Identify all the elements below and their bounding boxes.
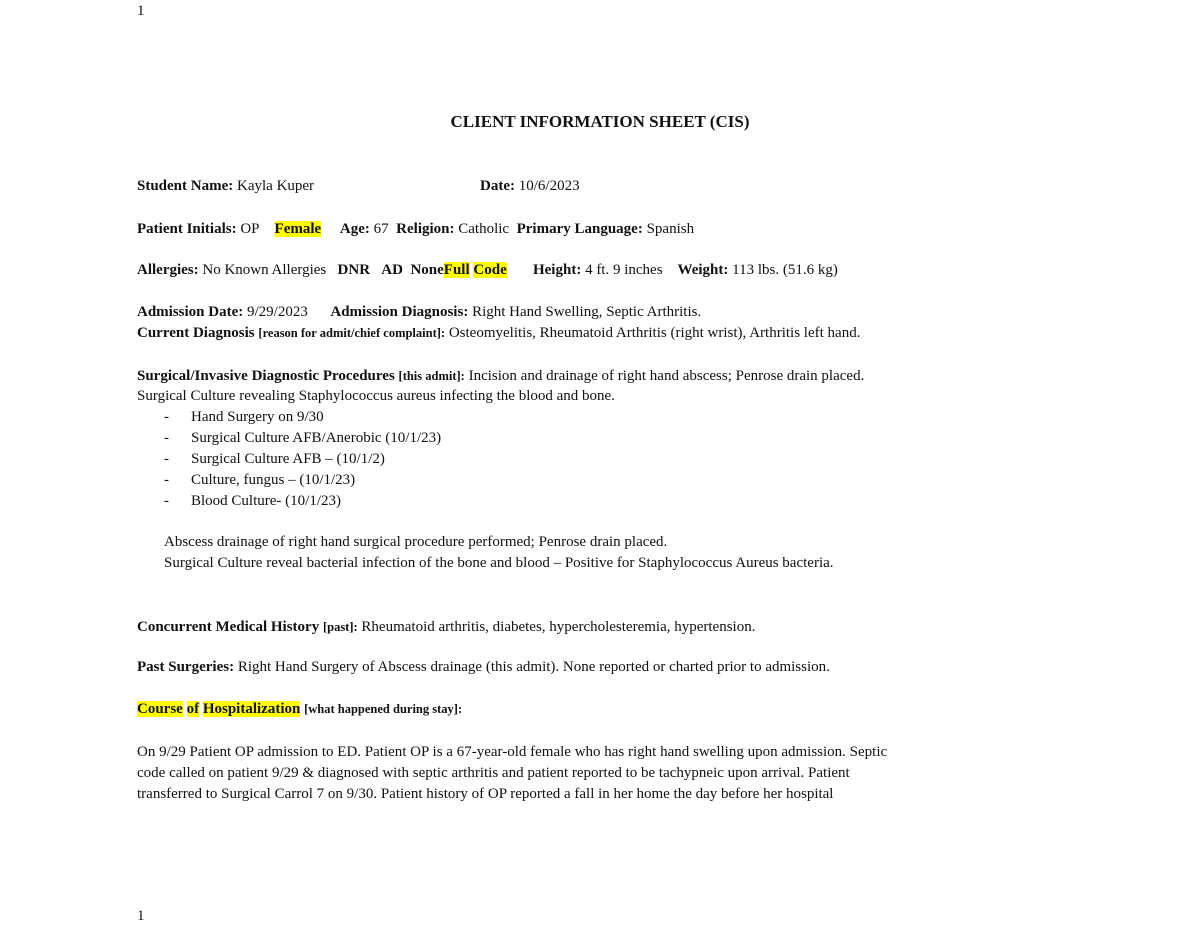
list-item-text: Culture, fungus – (10/1/23) xyxy=(191,472,356,488)
current-dx-label: Current Diagnosis xyxy=(137,325,255,341)
procedures-line1: Incision and drainage of right hand abscess; Penrose drain placed. xyxy=(468,368,865,384)
dnr-label: DNR xyxy=(337,262,371,278)
age-label: Age: xyxy=(339,221,370,237)
student-name: Kayla Kuper xyxy=(237,178,315,194)
list-item: - Culture, fungus – (10/1/23) xyxy=(164,472,356,488)
list-item-text: Surgical Culture AFB/Anerobic (10/1/23) xyxy=(191,430,442,446)
student-name-label: Student Name: xyxy=(137,178,234,194)
admission-dx-label: Admission Diagnosis: xyxy=(330,304,469,320)
procedures-note: [this admit]: xyxy=(398,369,465,383)
patient-initials: OP xyxy=(240,221,260,237)
past-surgeries-line xyxy=(137,657,830,677)
patient-line xyxy=(137,219,694,239)
weight-value: 113 lbs. (51.6 kg) xyxy=(732,262,838,278)
history-note: [past]: xyxy=(322,620,358,634)
admission-line xyxy=(137,302,701,322)
ad-label: AD xyxy=(381,262,403,278)
procedures-line xyxy=(137,366,864,386)
allergies-line xyxy=(137,260,838,280)
procedures-label: Surgical/Invasive Diagnostic Procedures xyxy=(137,368,395,384)
language-value: Spanish xyxy=(646,221,695,237)
page-number-top: 1 xyxy=(137,3,145,19)
admission-date: 9/29/2023 xyxy=(247,304,308,320)
list-item-text: Hand Surgery on 9/30 xyxy=(191,409,324,425)
course-word-2: of xyxy=(186,701,200,717)
current-dx: Osteomyelitis, Rheumatoid Arthritis (right wrist), Arthritis left hand. xyxy=(448,325,861,341)
religion-label: Religion: xyxy=(396,221,455,237)
course-line-1: On 9/29 Patient OP admission to ED. Patient OP is a 67-year-old female who has right hand swelling upon admission. Septic xyxy=(137,744,888,760)
height-label: Height: xyxy=(532,262,582,278)
procedures-line2: Surgical Culture revealing Staphylococcus aureus infecting the blood and bone. xyxy=(137,388,615,404)
list-item: - Blood Culture- (10/1/23) xyxy=(164,493,341,509)
date-label: Date: xyxy=(480,178,515,194)
document-title: CLIENT INFORMATION SHEET (CIS) xyxy=(450,112,750,131)
religion-value: Catholic xyxy=(458,221,510,237)
language-label: Primary Language: xyxy=(516,221,643,237)
list-item-text: Surgical Culture AFB – (10/1/2) xyxy=(191,451,385,467)
patient-sex: Female xyxy=(274,221,322,237)
list-item: - Hand Surgery on 9/30 xyxy=(164,409,324,425)
weight-label: Weight: xyxy=(677,262,729,278)
list-item-text: Blood Culture- (10/1/23) xyxy=(191,493,341,509)
course-line-2: code called on patient 9/29 & diagnosed with septic arthritis and patient reported to be tachypneic upon arrival. Patient xyxy=(137,765,850,781)
list-item: - Surgical Culture AFB/Anerobic (10/1/23) xyxy=(164,430,442,446)
list-item: - Surgical Culture AFB – (10/1/2) xyxy=(164,451,385,467)
page-number-bottom: 1 xyxy=(137,908,145,924)
student-line xyxy=(137,176,314,196)
course-line-3: transferred to Surgical Carrol 7 on 9/30. Patient history of OP reported a fall in her home the day before her hospital xyxy=(137,786,834,802)
history-label: Concurrent Medical History xyxy=(137,619,320,635)
admission-date-label: Admission Date: xyxy=(137,304,244,320)
procedures-summary-2: Surgical Culture reveal bacterial infection of the bone and blood – Positive for Staphylococcus Aureus bacteria. xyxy=(164,555,834,571)
allergies-label: Allergies: xyxy=(137,262,199,278)
course-heading xyxy=(137,699,462,719)
course-note: [what happened during stay]: xyxy=(304,702,463,716)
none-label: None xyxy=(410,262,444,278)
date-line xyxy=(480,176,580,196)
code-label: Code xyxy=(473,262,507,278)
course-word-1: Course xyxy=(137,701,183,717)
history-value: Rheumatoid arthritis, diabetes, hypercholesteremia, hypertension. xyxy=(361,619,756,635)
height-value: 4 ft. 9 inches xyxy=(585,262,663,278)
course-word-3: Hospitalization xyxy=(202,701,301,717)
patient-initials-label: Patient Initials: xyxy=(137,221,237,237)
full-label: Full xyxy=(443,262,470,278)
history-line xyxy=(137,617,755,637)
allergies-value: No Known Allergies xyxy=(202,262,327,278)
procedures-summary-1: Abscess drainage of right hand surgical procedure performed; Penrose drain placed. xyxy=(164,534,668,550)
current-dx-line xyxy=(137,323,860,343)
past-surgeries-label: Past Surgeries: xyxy=(137,659,235,675)
past-surgeries-value: Right Hand Surgery of Abscess drainage (this admit). None reported or charted prior to admission. xyxy=(237,659,830,675)
date-value: 10/6/2023 xyxy=(518,178,580,194)
current-dx-note: [reason for admit/chief complaint]: xyxy=(258,326,446,340)
age-value: 67 xyxy=(373,221,389,237)
admission-dx: Right Hand Swelling, Septic Arthritis. xyxy=(472,304,702,320)
